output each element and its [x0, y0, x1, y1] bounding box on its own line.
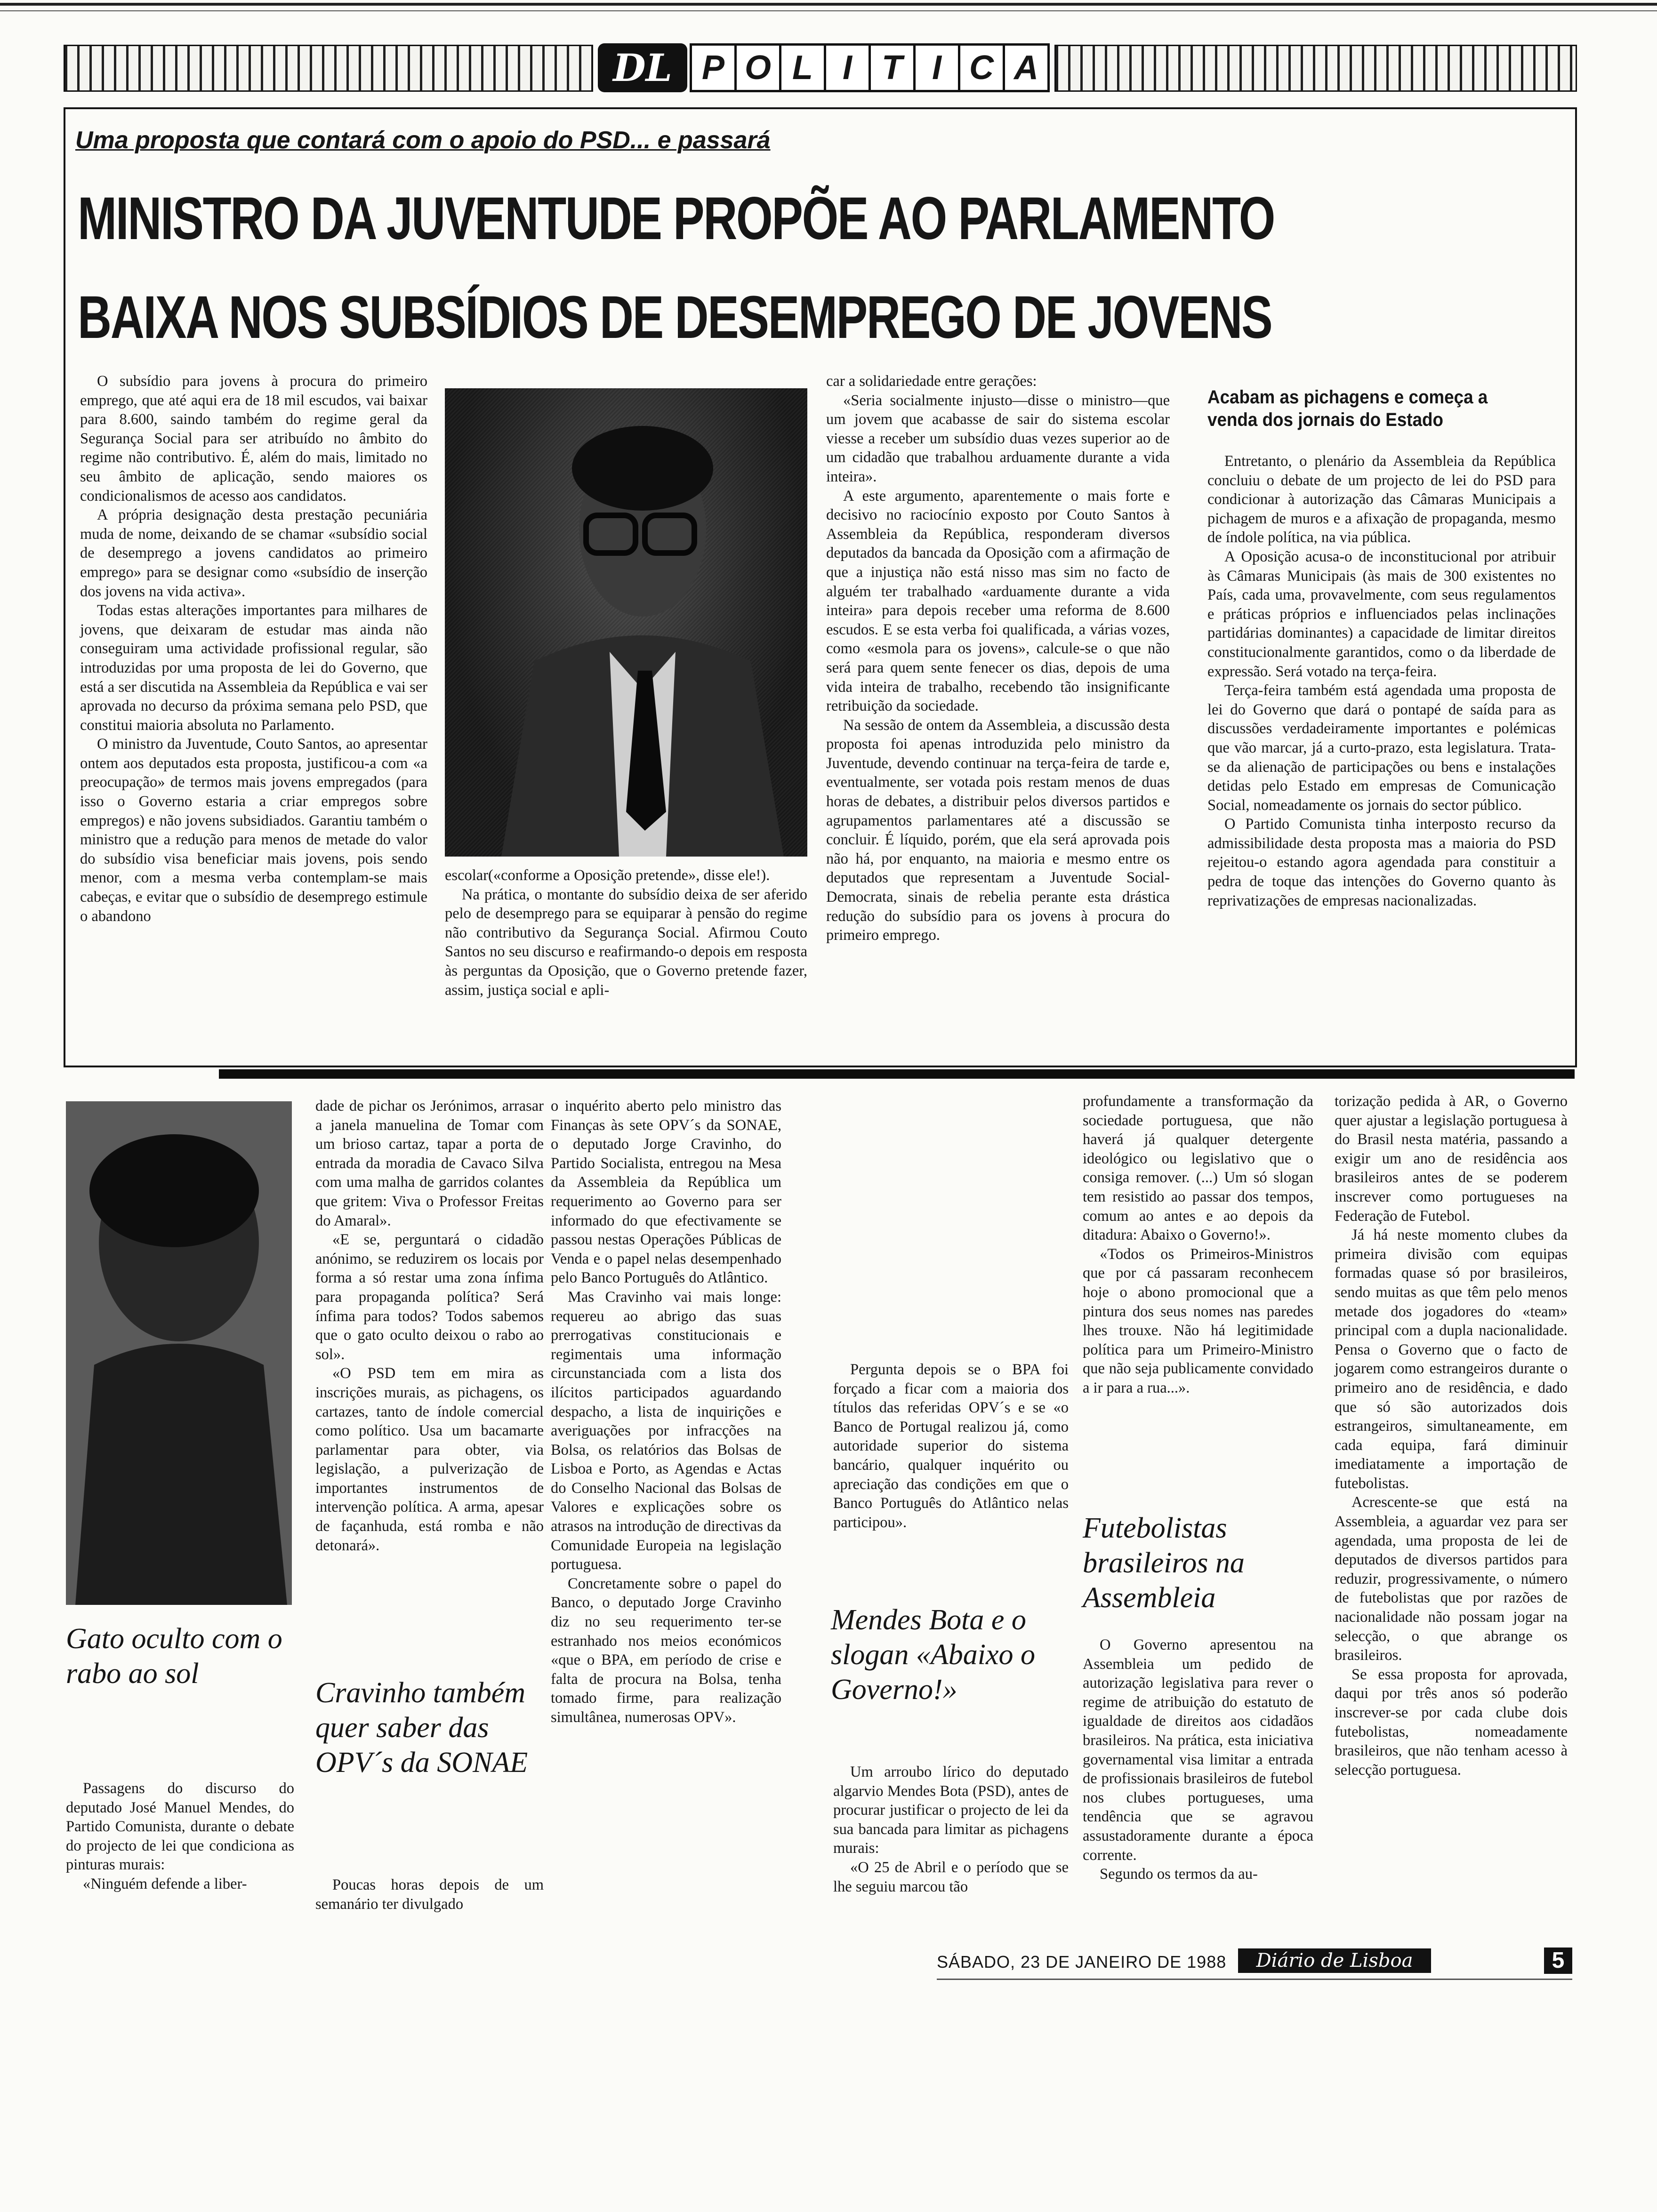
- top-rule: [0, 3, 1657, 6]
- paragraph: Mas Cravinho vai mais longe: requereu ao abrigo das suas prerrogativas constitucionais e regimentais uma informação circunstanciada com a lista dos ilícitos participados aguardando despacho, a lista de inquirições e averiguações por infracções na Bolsa, os relatórios das Bolsas de Lisboa e Porto, as Agendas e Actas do Conselho Nacional das Bolsas de Valores e explicações sobre os atrasos na introdução de directivas da Comunidade Europeia na legislação portuguesa.: [551, 1288, 781, 1573]
- section-label: [692, 43, 1050, 92]
- paragraph: Acrescente-se que está na Assembleia, a aguardar vez para ser agendada, uma proposta de lei de deputados de diversos partidos para reduzir, progressivamente, o número de futebolistas que por razões de nacionalidade não possam jogar na selecção, o que abrange os brasileiros.: [1335, 1494, 1568, 1664]
- cravinho-col: [315, 1875, 544, 1914]
- lower-col-3: [551, 1097, 781, 1727]
- cravinho-heading: Cravinho também quer saber das OPV´s da SONAE: [315, 1677, 528, 1779]
- lower-col-6: [1335, 1092, 1568, 1779]
- paragraph: «Todos os Primeiros-Ministros que por cá passaram reconhecem hoje o abono promocional que a pintura dos seus nomes nas paredes lhes trouxe. Não há legitimidade política para um Primeiro-Ministro que não seja publicamente convidado a ir para a rua...».: [1083, 1245, 1313, 1396]
- footer-paper: Diário de Lisboa: [1238, 1948, 1431, 1973]
- futebol-heading: Futebolistas brasileiros na Assembleia: [1083, 1512, 1245, 1614]
- section-banner-left: [64, 45, 593, 92]
- section-letter: O: [734, 43, 781, 92]
- lower-col-5: [1083, 1092, 1313, 1398]
- paragraph: Poucas horas depois de um semanário ter divulgado: [315, 1876, 544, 1913]
- paragraph: Entretanto, o plenário da Assembleia da República concluiu o debate de um projecto de lei do PSD para condicionar à autorização das Câmaras Municipais a pichagem de muros e a afixação de propaganda, mesmo de índole política, na via pública.: [1207, 453, 1556, 546]
- headline-2: BAIXA NOS SUBSÍDIOS DE DESEMPREGO DE JOVENS: [78, 284, 1272, 351]
- paragraph: Passagens do discurso do deputado José Manuel Mendes, do Partido Comunista, durante o debate do projecto de lei que condiciona as pinturas murais:: [66, 1780, 294, 1874]
- footer-date: SÁBADO, 23 DE JANEIRO DE 1988: [937, 1952, 1227, 1972]
- paragraph: O subsídio para jovens à procura do primeiro emprego, que até aqui era de 18 mil escudos, vai baixar para 8.600, saindo também do regime geral da Segurança Social para ser atribuído no âmbito do regime não contributivo. É, além do mais, limitado no seu âmbito de aplicação, sendo maiores os condicionalismos de acesso aos candidatos.: [80, 373, 427, 505]
- paragraph: Todas estas alterações importantes para milhares de jovens, que deixaram de estudar mas ainda não conseguiram uma actividade profissional regular, são introduzidas por uma proposta de lei do Governo, que está a ser discutida na Assembleia da República e vai ser aprovada no decurso da próxima semana pelo PSD, que constitui maioria absoluta no Parlamento.: [80, 602, 427, 734]
- paragraph: o inquérito aberto pelo ministro das Finanças às sete OPV´s da SONAE, o deputado Jorge Cravinho, do Partido Socialista, entregou na Mesa da Assembleia da República um requerimento ao Governo para ser informado do que efectivamente se passou nestas Operações Públicas de Venda e o papel nelas desempenhado pelo Banco Português do Atlântico.: [551, 1098, 781, 1287]
- paragraph: Terça-feira também está agendada uma proposta de lei do Governo que dará o pontapé de saída para as discussões verdadeiramente importantes e polémicas que vão marcar, já a curto-prazo, esta legislatura. Trata-se da alienação de participações ou bens e instalações detidas pelo Estado em empresas de Comunicação Social, nomeadamente os jornais do sector público.: [1207, 682, 1556, 814]
- paragraph: «Ninguém defende a liber-: [83, 1875, 247, 1892]
- mendes-photo: [66, 1101, 292, 1605]
- main-col-1: [80, 372, 427, 926]
- section-letter: C: [958, 43, 1005, 92]
- paragraph: Um arroubo lírico do deputado algarvio Mendes Bota (PSD), antes de procurar justificar o projecto de lei da sua bancada para limitar as pichagens murais:: [833, 1763, 1069, 1857]
- paragraph: «O PSD tem em mira as inscrições murais, as pichagens, os cartazes, tanto de índole comercial como político. Usa um bacamarte parlamentar para obter, via legislação, a pulverização de importantes instrumentos de intervenção política. A arma, apesar de façanhuda, está romba e não detonará».: [315, 1365, 544, 1554]
- top-rule-thin: [0, 10, 1657, 11]
- mendes-heading: Mendes Bota e o slogan «Abaixo o Governo!»: [831, 1604, 1035, 1706]
- gato-heading: Gato oculto com o rabo ao sol: [66, 1623, 282, 1690]
- main-col-3: [826, 372, 1170, 945]
- main-col-2: [445, 866, 807, 1000]
- paragraph: «E se, perguntará o cidadão anónimo, se reduzirem os locais por forma a só restar uma zona ínfima para propaganda política? Será ínfima para todos? Todos sabemos que o gato oculto deixou o rabo ao sol».: [315, 1231, 544, 1363]
- paragraph: «O 25 de Abril e o período que se lhe seguiu marcou tão: [833, 1859, 1069, 1895]
- paragraph: Concretamente sobre o papel do Banco, o deputado Jorge Cravinho diz no seu requerimento ter-se estranhado nos meios económicos «que o BPA, em período de crise e falta de procura na Bolsa, tenha tomado firme, para realização simultânea, numerosas OPV».: [551, 1575, 781, 1726]
- section-banner-right: [1054, 45, 1577, 92]
- paragraph: Segundo os termos da au-: [1100, 1866, 1258, 1883]
- paragraph: A este argumento, aparentemente o mais forte e decisivo no raciocínio exposto por Couto Santos à Assembleia da República, responderam diversos deputados da bancada da Oposição com a afirmação de que a injustiça não está nisso mas sim no facto de alguém ter trabalhado «arduamente durante a vida inteira» para depois receber uma reforma de 8.600 escudos. E se esta verba foi qualificada, a várias vozes, como «esmola para os jovens», calcule-se o que não será para quem sente fenecer os dias, depois de uma vida inteira de trabalho, recebendo tão insignificante retribuição da sociedade.: [826, 487, 1170, 715]
- mendes-col: [833, 1763, 1069, 1896]
- section-letter: L: [779, 43, 826, 92]
- paragraph: profundamente a transformação da sociedade portuguesa, que não haverá já qualquer detergente ideológico ou legislativo que o consiga remover. (...) Um só slogan tem resistido ao passar dos tempos, comum ao antes e ao depois da ditadura: Abaixo o Governo!».: [1083, 1093, 1313, 1244]
- page-number: 5: [1544, 1948, 1572, 1974]
- paragraph: O Partido Comunista tinha interposto recurso da admissibilidade desta proposta mas a maioria do PSD rejeitou-o estando agora agendada para constituir a pedra de toque das intenções do Governo quanto às reprivatizações de empresas nacionalizadas.: [1207, 816, 1556, 909]
- paragraph: Pergunta depois se o BPA foi forçado a ficar com a maioria dos títulos das referidas OPV´s e se «o Banco de Portugal realizou já, como autoridade superior do sistema bancário, qualquer inquérito ou apreciação das condições em que o Banco Português do Atlântico nelas participou».: [833, 1361, 1069, 1531]
- section-letter: I: [913, 43, 960, 92]
- paragraph: O Governo apresentou na Assembleia um pedido de autorização legislativa para rever o regime de atribuição do estatuto de igualdade de direitos aos cidadãos brasileiros. Na prática, esta iniciativa governamental visa limitar a entrada de profissionais brasileiros de futebol nos clubes portugueses, uma tendência que se agravou assustadoramente durante a época corrente.: [1083, 1636, 1313, 1864]
- sidebar-head: Acabam as pichagens e começa a venda dos jornais do Estado: [1207, 387, 1488, 430]
- couto-santos-photo: [445, 388, 807, 857]
- paragraph: Já há neste momento clubes da primeira divisão com equipas formadas quase só por brasileiros, sendo muitas as que têm pelo menos metade dos jogadores do «team» principal com a dupla nacionalidade. Pensa o Governo que o facto de jogarem como estrangeiros durante o primeiro ano de residência, e dado que só são autorizados dois estrangeiros, simultaneamente, em cada equipa, fará diminuir imediatamente a importação de futebolistas.: [1335, 1226, 1568, 1492]
- paragraph: escolar(«conforme a Oposição pretende», disse ele!).: [445, 867, 770, 884]
- section-letter: I: [824, 43, 871, 92]
- lower-col-4: [833, 1360, 1069, 1532]
- section-letter: A: [1003, 43, 1050, 92]
- headline-1: MINISTRO DA JUVENTUDE PROPÕE AO PARLAMENTO: [78, 185, 1275, 252]
- section-letter: T: [869, 43, 916, 92]
- paragraph: dade de pichar os Jerónimos, arrasar a janela manuelina de Tomar com um brioso cartaz, tapar a porta de entrada da moradia de Cavaco Silva com uma malha de garridos colantes que gritem: Viva o Professor Freitas do Amaral».: [315, 1098, 544, 1229]
- lower-col-2: [315, 1097, 544, 1555]
- paragraph: Se essa proposta for aprovada, daqui por três anos só poderão inscrever-se por cada clube dois futebolistas, nomeadamente brasileiros, que não tenham acesso à selecção portuguesa.: [1335, 1666, 1568, 1779]
- section-letter: P: [690, 43, 737, 92]
- paragraph: «Seria socialmente injusto—disse o ministro—que um jovem que acabasse de sair do sistema escolar viesse a receber um subsídio duas vezes superior ao de um cidadão que trabalhou arduamente durante a vida inteira».: [826, 392, 1170, 485]
- paragraph: Na sessão de ontem da Assembleia, a discussão desta proposta foi apenas introduzida pelo ministro da Juventude, devendo continuar na terça-feira de tarde e, eventualmente, ser votada pois restam menos de duas horas de debates, a distribuir pelos diversos partidos e agrupamentos parlamentares até a discussão se concluir. É líquido, porém, que ela será aprovada pois não há, por enquanto, na maioria e mesmo entre os deputados que representam a Juventude Social-Democrata, sinais de rebelia perante esta drástica redução do subsídio para os jovens à procura do primeiro emprego.: [826, 716, 1170, 944]
- paragraph: car a solidariedade entre gerações:: [826, 373, 1037, 390]
- paragraph: A própria designação desta prestação pecuniária muda de nome, deixando de se chamar «subsídio social de desemprego a jovens candidatos ao primeiro emprego» para se designar como «subsídio de inserção dos jovens na vida activa».: [80, 506, 427, 600]
- paragraph: torização pedida à AR, o Governo quer ajustar a legislação portuguesa à do Brasil nesta matéria, passando a exigir um ano de residência aos brasileiros antes de se poderem inscrever como portugueses na Federação de Futebol.: [1335, 1093, 1568, 1225]
- futebol-col: [1083, 1635, 1313, 1884]
- footer-rule: [937, 1979, 1572, 1980]
- kicker: Uma proposta que contará com o apoio do PSD... e passará: [75, 127, 771, 154]
- dl-logo: DL: [598, 43, 687, 92]
- paragraph: A Oposição acusa-o de inconstitucional por atribuir às Câmaras Municipais (às mais de 300 existentes no País, cada uma, provavelmente, com seus regulamentos e práticas próprios e influenciados pelas inclinações partidárias dominantes) a capacidade de limitar direitos constitucionalmente garantidos, como o da liberdade de expressão. Será votado na terça-feira.: [1207, 548, 1556, 680]
- main-col-4: [1207, 452, 1556, 910]
- paragraph: Na prática, o montante do subsídio deixa de ser aferido pelo de desemprego para se equiparar à pensão do regime não contributivo da Segurança Social. Afirmou Couto Santos no seu discurso e reafirmando-o depois em resposta às perguntas da Oposição, que o Governo pretende fazer, assim, justiça social e apli-: [445, 886, 807, 999]
- paragraph: O ministro da Juventude, Couto Santos, ao apresentar ontem aos deputados esta proposta, justificou-a com «a preocupação» de termos mais jovens empregados (para isso o Governo estaria a criar empregos sobre empregos) e não jovens subsidiados. Garantiu também o ministro que a redução para menos de metade do valor do subsídio visa beneficiar mais jovens, pois sendo menor, com a mesma verba contemplam-se mais cabeças, e evitar que o subsídio de desemprego estimule o abandono: [80, 736, 427, 925]
- gato-col: [66, 1779, 294, 1894]
- section-divider: [219, 1069, 1575, 1079]
